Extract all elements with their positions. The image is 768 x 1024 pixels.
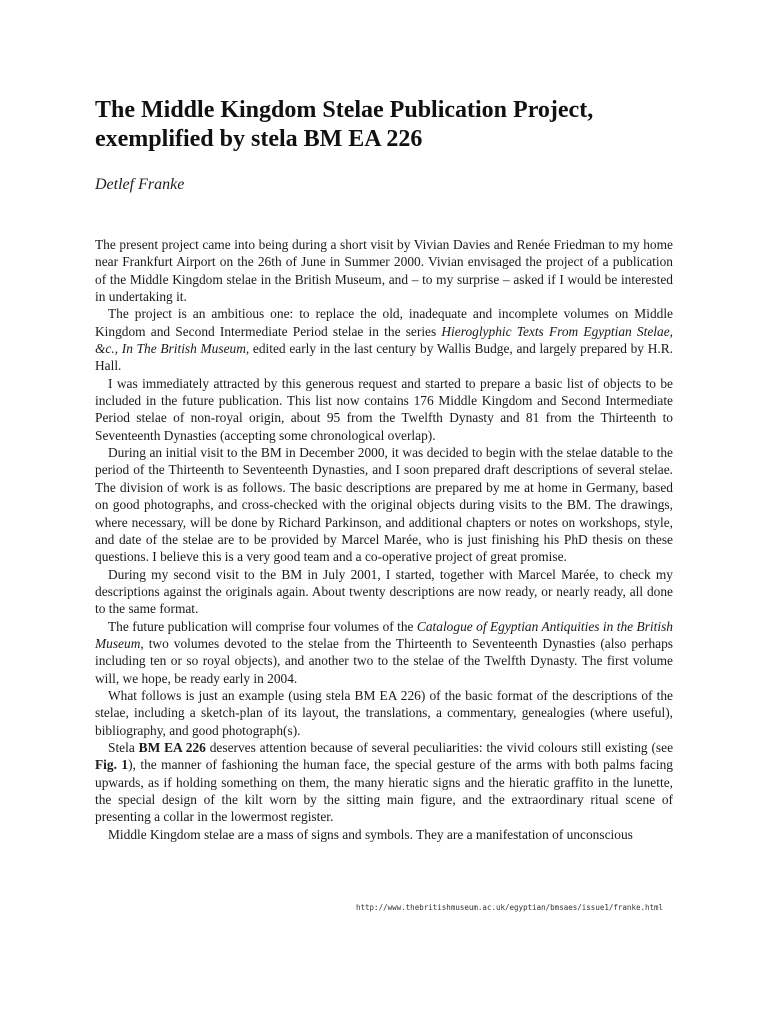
paragraph-7: What follows is just an example (using stela BM EA 226) of the basic format of the descriptions of the stelae, including a sketch-plan of its layout, the translations, a commentary, genealogies (where useful), bibliography, and good photograph(s). xyxy=(95,687,673,738)
paragraph-8-text: Stela xyxy=(108,739,139,755)
paragraph-6-text: The future publication will comprise four volumes of the xyxy=(108,618,417,634)
paragraph-8-text-mid: deserves attention because of several peculiarities: the vivid colours still existing (see xyxy=(205,739,674,755)
paragraph-6 xyxy=(95,618,673,687)
paragraph-4: During an initial visit to the BM in December 2000, it was decided to begin with the stelae datable to the period of the Thirteenth to Seventeenth Dynasties, and I soon prepared draft descriptions of several stelae. The division of work is as follows. The basic descriptions are prepared by me at home in Germany, based on good photographs, and cross-checked with the original objects during visits to the BM. The drawings, where necessary, will be done by Richard Parkinson, and additional chapters or notes on workshops, style, and date of the stelae are to be provided by Marcel Marée, who is just finishing his PhD thesis on these questions. I believe this is a very good team and a co-operative project of great promise. xyxy=(95,445,673,565)
article-body xyxy=(95,236,673,843)
paragraph-3: I was immediately attracted by this generous request and started to prepare a basic list of objects to be included in the future publication. This list now contains 176 Middle Kingdom and Second Intermediate Period stelae of non-royal origin, about 95 from the Twelfth Dynasty and 81 from the Thirteenth to Seventeenth Dynasties (accepting some chronological overlap). xyxy=(95,375,673,443)
paragraph-2 xyxy=(95,305,673,374)
paragraph-8-text-end: ), the manner of fashioning the human face, the special gesture of the arms with both palms facing upwards, as if holding something on them, the many hieratic signs and the hieratic graffito in the lunette, the special design of the kilt worn by the sitting main figure, and the extraordinary ritual scene of presenting a collar in the lowermost register. xyxy=(95,757,673,825)
stela-id: BM EA 226 xyxy=(138,739,206,755)
figure-reference[interactable]: Fig. 1 xyxy=(95,757,129,773)
catalogue-title: Catalogue of Egyptian Antiquities in the British Museum xyxy=(95,618,673,651)
author-name: Detlef Franke xyxy=(95,176,185,193)
paragraph-1: The present project came into being during a short visit by Vivian Davies and Renée Friedman to my home near Frankfurt Airport on the 26th of June in Summer 2000. Vivian envisaged the project of a publication of the Middle Kingdom stelae in the British Museum, and – to my surprise – asked if I would be interested in undertaking it. xyxy=(95,237,673,305)
article-title: The Middle Kingdom Stelae Publication Project, exemplified by stela BM EA 226 xyxy=(95,97,594,152)
paragraph-8 xyxy=(95,739,673,826)
paragraph-9: Middle Kingdom stelae are a mass of signs and symbols. They are a manifestation of unconscious xyxy=(108,826,633,842)
paragraph-2-text-end: , edited early in the last century by Wallis Budge, and largely prepared by H.R. Hall. xyxy=(95,341,673,374)
footer-url[interactable]: http://www.thebritishmuseum.ac.uk/egyptian/bmsaes/issue1/franke.html xyxy=(356,903,664,912)
paragraph-2-text: The project is an ambitious one: to replace the old, inadequate and incomplete volumes on Middle Kingdom and Second Intermediate Period stelae in the series xyxy=(95,306,673,339)
series-title: Hieroglyphic Texts From Egyptian Stelae, &c., In The British Museum xyxy=(95,323,673,357)
paragraph-5: During my second visit to the BM in July 2001, I started, together with Marcel Marée, to check my descriptions against the originals again. About twenty descriptions are now ready, or nearly ready, all done to the same format. xyxy=(95,566,673,617)
paragraph-6-text-end: , two volumes devoted to the stelae from the Thirteenth to Seventeenth Dynasties (also perhaps including ten or so royal objects), and another two to the stelae of the Twelfth Dynasty. The first volume will, we hope, be ready early in 2004. xyxy=(95,635,673,686)
